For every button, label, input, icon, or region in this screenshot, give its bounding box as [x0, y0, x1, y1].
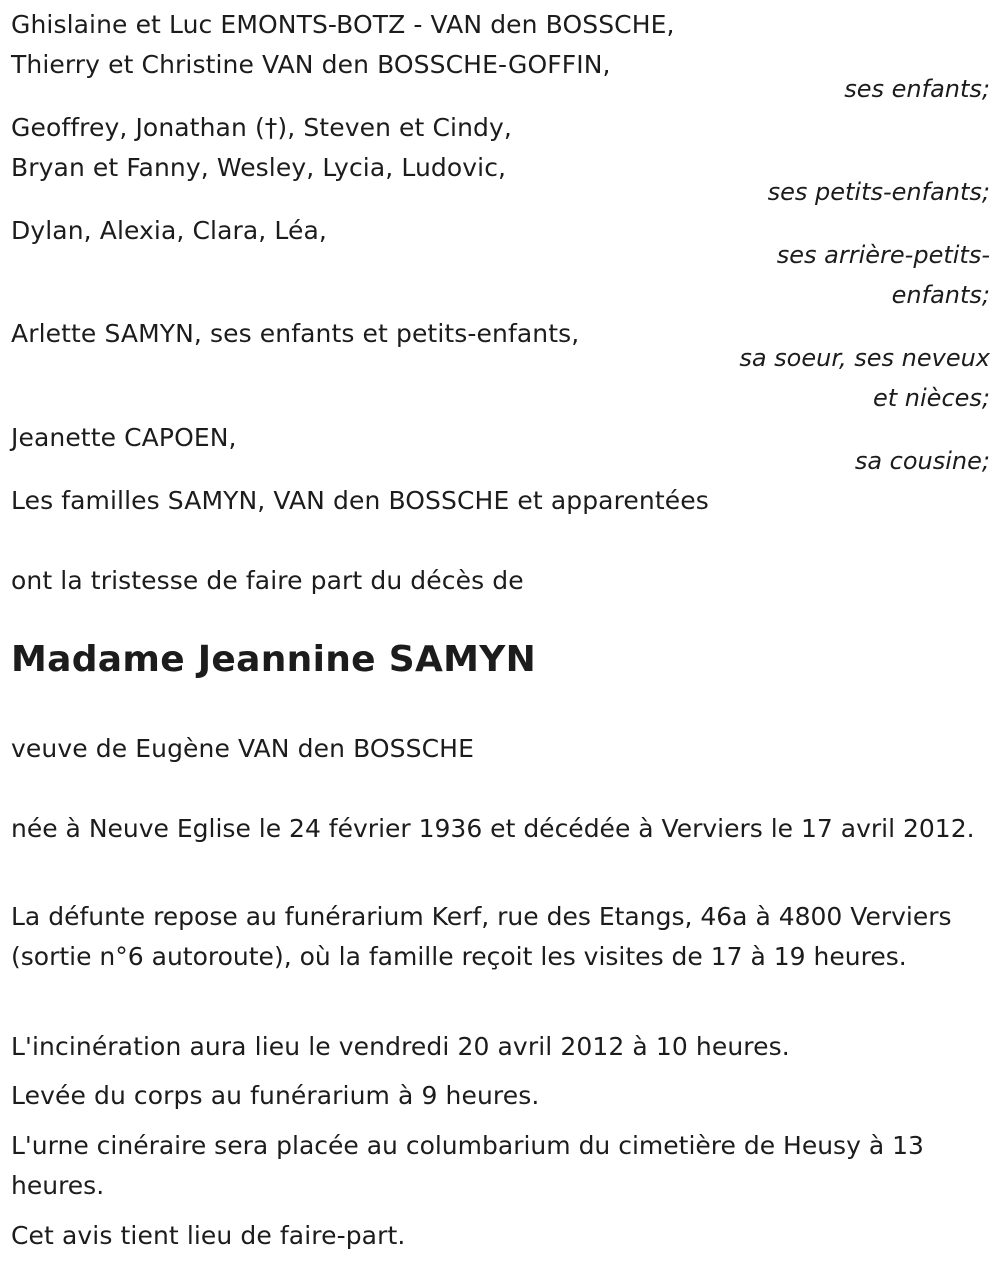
repose-paragraph: La défunte repose au funérarium Kerf, rue des Etangs, 46a à 4800 Verviers (sortie n°6 autoroute), où la famille reçoit les visites de 17 à 19 heures.: [11, 902, 952, 971]
cousin-role: sa cousine;: [854, 447, 990, 475]
great-grandchildren-role-1: ses arrière-petits-: [776, 241, 990, 269]
deceased-name: Madame Jeannine SAMYN: [11, 639, 537, 680]
sister-role-1: sa soeur, ses neveux: [739, 344, 990, 372]
families-line: Les familles SAMYN, VAN den BOSSCHE et apparentées: [11, 486, 709, 515]
grandchildren-line-2: Bryan et Fanny, Wesley, Lycia, Ludovic,: [11, 153, 507, 182]
children-line-1: Ghislaine et Luc EMONTS-BOTZ - VAN den BOSSCHE,: [11, 10, 675, 39]
birth-death-paragraph: née à Neuve Eglise le 24 février 1936 et décédée à Verviers le 17 avril 2012.: [11, 814, 975, 843]
grandchildren-line-1: Geoffrey, Jonathan (†), Steven et Cindy,: [11, 113, 512, 142]
widow-of: veuve de Eugène VAN den BOSSCHE: [11, 734, 474, 763]
levee-paragraph: Levée du corps au funérarium à 9 heures.: [11, 1081, 540, 1110]
children-line-2: Thierry et Christine VAN den BOSSCHE-GOFFIN,: [11, 50, 611, 79]
announcement-intro: ont la tristesse de faire part du décès de: [11, 566, 524, 595]
great-grandchildren-line: Dylan, Alexia, Clara, Léa,: [11, 216, 327, 245]
grandchildren-role: ses petits-enfants;: [767, 178, 990, 206]
children-role: ses enfants;: [844, 75, 990, 103]
great-grandchildren-role-2: enfants;: [891, 281, 990, 309]
sister-line: Arlette SAMYN, ses enfants et petits-enfants,: [11, 319, 580, 348]
notice-paragraph: Cet avis tient lieu de faire-part.: [11, 1221, 406, 1250]
cousin-line: Jeanette CAPOEN,: [11, 423, 237, 452]
cremation-paragraph: L'incinération aura lieu le vendredi 20 avril 2012 à 10 heures.: [11, 1032, 790, 1061]
urn-paragraph: L'urne cinéraire sera placée au columbarium du cimetière de Heusy à 13 heures.: [11, 1131, 924, 1200]
sister-role-2: et nièces;: [873, 384, 990, 412]
